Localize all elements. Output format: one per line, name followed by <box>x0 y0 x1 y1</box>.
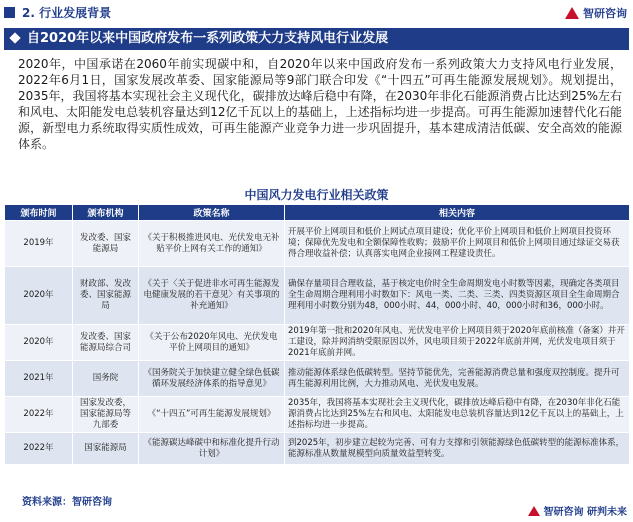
cell-agency: 国务院 <box>73 361 139 397</box>
cell-agency: 财政部、发改委、国家能源局 <box>73 267 139 325</box>
policy-table <box>4 204 630 465</box>
cell-year: 2020年 <box>5 267 73 325</box>
header-content: 相关内容 <box>285 205 630 221</box>
table-row <box>5 267 630 325</box>
cell-agency: 国家能源局 <box>73 433 139 465</box>
brand-name: 智研咨询 <box>583 7 627 20</box>
cell-policy: 《“十四五”可再生能源发展规划》 <box>139 397 285 433</box>
main-title-bar <box>4 28 629 50</box>
cell-content: 到2025年，初步建立起较为完善、可有力支撑和引领能源绿色低碳转型的能源标准体系，能源标准从数量规模型向质量效益型转变。 <box>285 433 630 465</box>
cell-policy: 《国务院关于加快建立健全绿色低碳循环发展经济体系的指导意见》 <box>139 361 285 397</box>
cell-content: 2035年，我国将基本实现社会主义现代化，碳排放达峰后稳中有降，在2030年非化石能源消费占比达到25%左右和风电、太阳能发电总装机容量达到12亿千瓦以上的基础上，上述指标均进一步提高。 <box>285 397 630 433</box>
cell-policy: 《关于积极推进风电、光伏发电无补贴平价上网有关工作的通知》 <box>139 221 285 267</box>
table-row <box>5 221 630 267</box>
cell-policy: 《能源碳达峰碳中和标准化提升行动计划》 <box>139 433 285 465</box>
footer-logo <box>528 503 627 518</box>
cell-year: 2022年 <box>5 433 73 465</box>
cell-content: 2019年第一批和2020年风电、光伏发电平价上网项目须于2020年底前核准（备案）并开工建设，除并网消纳受限原因以外，风电项目须于2022年底前并网，光伏发电项目须于2021年底前并网。 <box>285 325 630 361</box>
table-row <box>5 433 630 465</box>
cell-year: 2019年 <box>5 221 73 267</box>
cell-policy: 《关于公布2020年风电、光伏发电平价上网项目的通知》 <box>139 325 285 361</box>
cell-agency: 发改委、国家能源局 <box>73 221 139 267</box>
brand-triangle-icon <box>528 506 540 516</box>
brand-slogan: 智研咨询 研判未来 <box>543 507 627 518</box>
top-header <box>0 0 633 26</box>
table-header-row <box>5 205 630 221</box>
intro-paragraph: 2020年，中国承诺在2060年前实现碳中和，自2020年以来中国政府发布一系列政策大力支持风电行业发展，2022年6月1日，国家发展改革委、国家能源局等9部门联合印发《“十四五”可再生能源发展规划》。规划提出，2035年，我国将基本实现社会主义现代化，碳排放达峰后稳中有降，在2030年非化石能源消费占比达到25%左右和风电、太阳能发电总装机容量达到12亿千瓦以上的基础上，上述指标均进一步提高。可再生能源加速替代化石能源，新型电力系统取得实质性成效，可再生能源产业竞争力进一步巩固提升，基本建成清洁低碳、安全高效的能源体系。 <box>18 57 622 151</box>
data-source: 资料来源：智研咨询 <box>22 497 112 508</box>
diamond-icon <box>9 32 20 43</box>
header-agency: 颁布机构 <box>73 205 139 221</box>
table-row <box>5 397 630 433</box>
cell-content: 推动能源体系绿色低碳转型。坚持节能优先，完善能源消费总量和强度双控制度。提升可再生能源利用比例，大力推动风电、光伏发电发展。 <box>285 361 630 397</box>
cell-year: 2021年 <box>5 361 73 397</box>
main-title: 自2020年以来中国政府发布一系列政策大力支持风电行业发展 <box>27 31 389 46</box>
header-year: 颁布时间 <box>5 205 73 221</box>
section-title: 2. 行业发展背景 <box>22 6 112 20</box>
section-square-icon <box>4 7 15 18</box>
brand-triangle-icon <box>565 7 579 19</box>
cell-content: 开展平价上网项目和低价上网试点项目建设；优化平价上网项目和低价上网项目投资环境；保障优先发电和全额保障性收购；鼓励平价上网项目和低价上网项目通过绿证交易获得合理收益补偿；认真落实电网企业接网工程建设责任。 <box>285 221 630 267</box>
cell-year: 2020年 <box>5 325 73 361</box>
cell-content: 确保存量项目合理收益，基于核定电价时全生命周期发电小时数等因素，现确定各类项目全生命周期合理利用小时数如下：风电一类、二类、三类、四类资源区项目全生命周期合理利用小时数分别为48，000小时、44，000小时、40，000小时和36，000小时。 <box>285 267 630 325</box>
table-row <box>5 361 630 397</box>
table-title: 中国风力发电行业相关政策 <box>244 188 389 202</box>
cell-policy: 《关于〈关于促进非水可再生能源发电健康发展的若干意见〉有关事项的补充通知》 <box>139 267 285 325</box>
cell-agency: 国家发改委，国家能源局等九部委 <box>73 397 139 433</box>
cell-year: 2022年 <box>5 397 73 433</box>
header-policy: 政策名称 <box>139 205 285 221</box>
table-row <box>5 325 630 361</box>
brand-logo <box>565 4 627 22</box>
cell-agency: 发改委、国家能源局综合司 <box>73 325 139 361</box>
